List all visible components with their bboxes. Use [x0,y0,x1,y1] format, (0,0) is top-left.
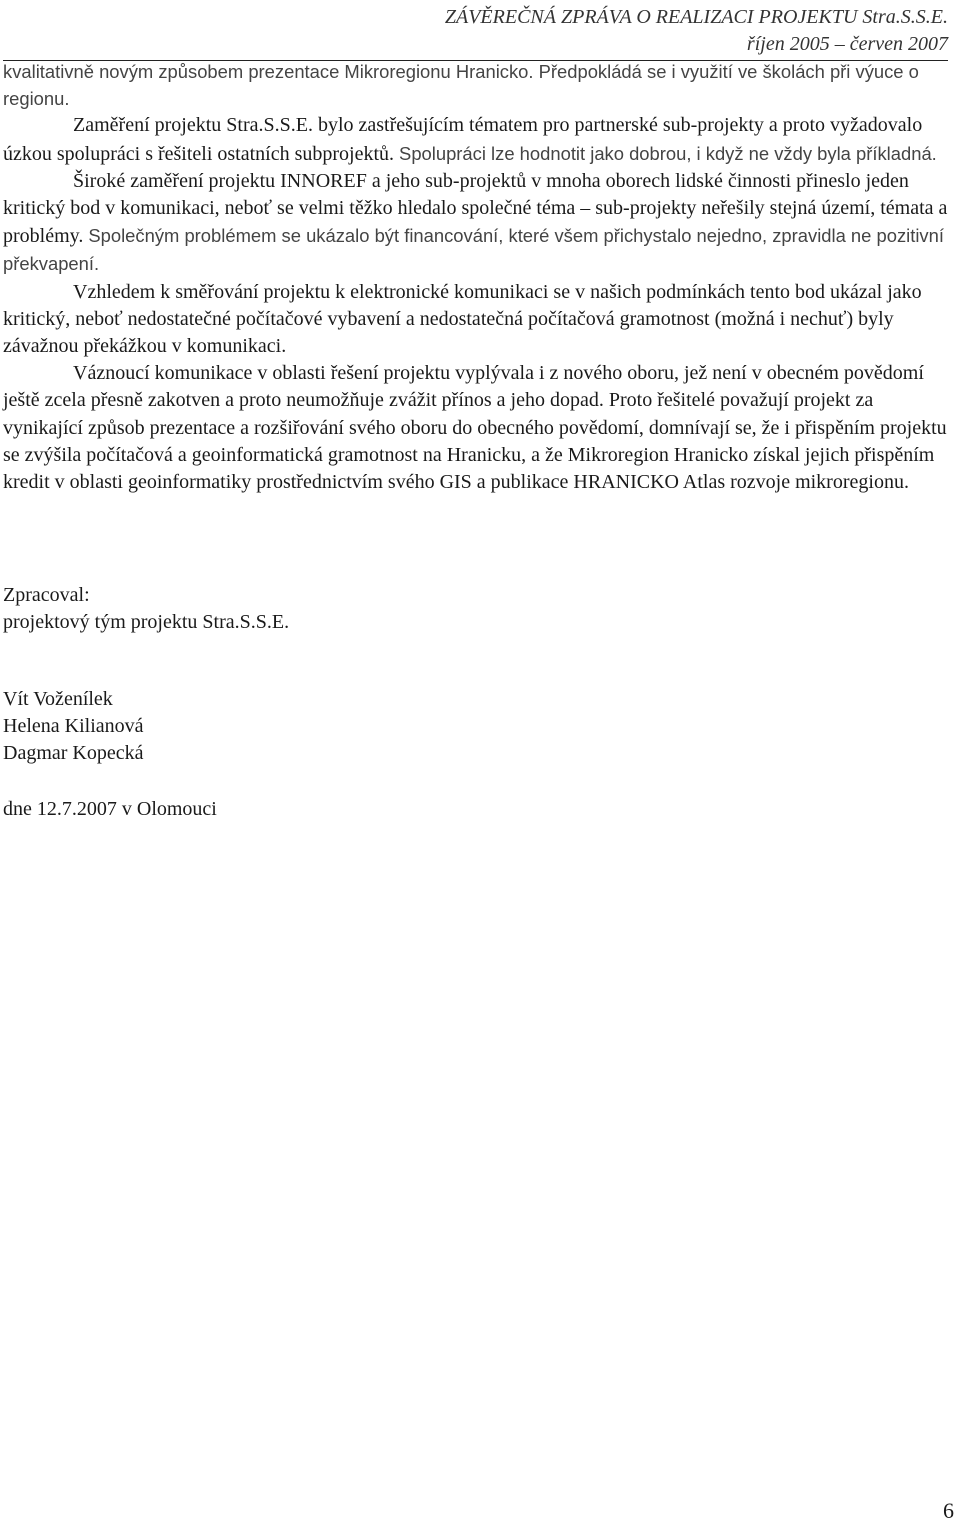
paragraph-communication: Vzhledem k směřování projektu k elektronické komunikaci se v našich podmínkách tento bod ukázal jako kritický, neboť nedostatečné počítačové vybavení a nedostatečná počítačová gramotnost (možná i nechuť) byly závažnou překážkou v komunikaci. [3,280,922,358]
innoref-text: Široké zaměření projektu INNOREF a jeho sub-projektů v mnoha oborech lidské činnosti přineslo jeden kritický bod v komunikaci, neboť se velmi těžko hledalo společné téma – sub-projekty neřešily stejná území, témata a problémy. [3,169,948,248]
paragraph-innoref [3,168,955,279]
page-number: 6 [943,1498,954,1523]
signoff [3,582,289,636]
report-body [3,58,955,496]
member-name: Helena Kilianová [3,715,144,738]
team-members [3,686,144,768]
paragraph-conclusion: Váznoucí komunikace v oblasti řešení projektu vyplývala i z nového oboru, jež není v obecném povědomí ještě zcela přesně zakotven a proto neumožňuje zvážit přínos a jeho dopad. Proto řešitelé považují projekt za vynikající způsob prezentace a rozšiřování svého oboru do obecného povědomí, domnívají se, že i přispěním projektu se zvýšila počítačová a geoinformatická gramotnost na Hranicku, a že Mikroregion Hranicko získal jejich přispěním kredit v oblasti geoinformatiky prostřednictvím svého GIS a publikace HRANICKO Atlas rozvoje mikroregionu. [3,362,947,494]
date-place [3,796,217,823]
member-name: Dagmar Kopecká [3,742,144,765]
prepared-label: Zpracoval: [3,584,90,606]
cooperation-text: Zaměření projektu Stra.S.S.E. bylo zastřešujícím tématem pro partnerské sub-projekty a proto vyžadovalo úzkou spolupráci s řešiteli ostatních subprojektů. [3,114,923,165]
cooperation-evaluation: Spolupráci lze hodnotit jako dobrou, i když ne vždy byla příkladná. [399,142,937,164]
report-period: říjen 2005 – červen 2007 [746,33,948,55]
member-name: Vít Voženílek [3,688,113,710]
team-name: projektový tým projektu Stra.S.S.E. [3,611,290,634]
page-header [248,4,948,58]
financing-text: Společným problémem se ukázalo být financování, které všem přichystalo nejedno, zpravidla ne pozitivní překvapení. [3,225,944,275]
paragraph-cooperation [3,112,955,167]
paragraph-presentation: kvalitativně novým způsobem prezentace Mikroregionu Hranicko. Předpokládá se i využití ve školách při výuce o regionu. [3,61,919,110]
signoff-date: dne 12.7.2007 v Olomouci [3,798,217,820]
report-title: ZÁVĚREČNÁ ZPRÁVA O REALIZACI PROJEKTU Stra.S.S.E. [444,6,948,28]
